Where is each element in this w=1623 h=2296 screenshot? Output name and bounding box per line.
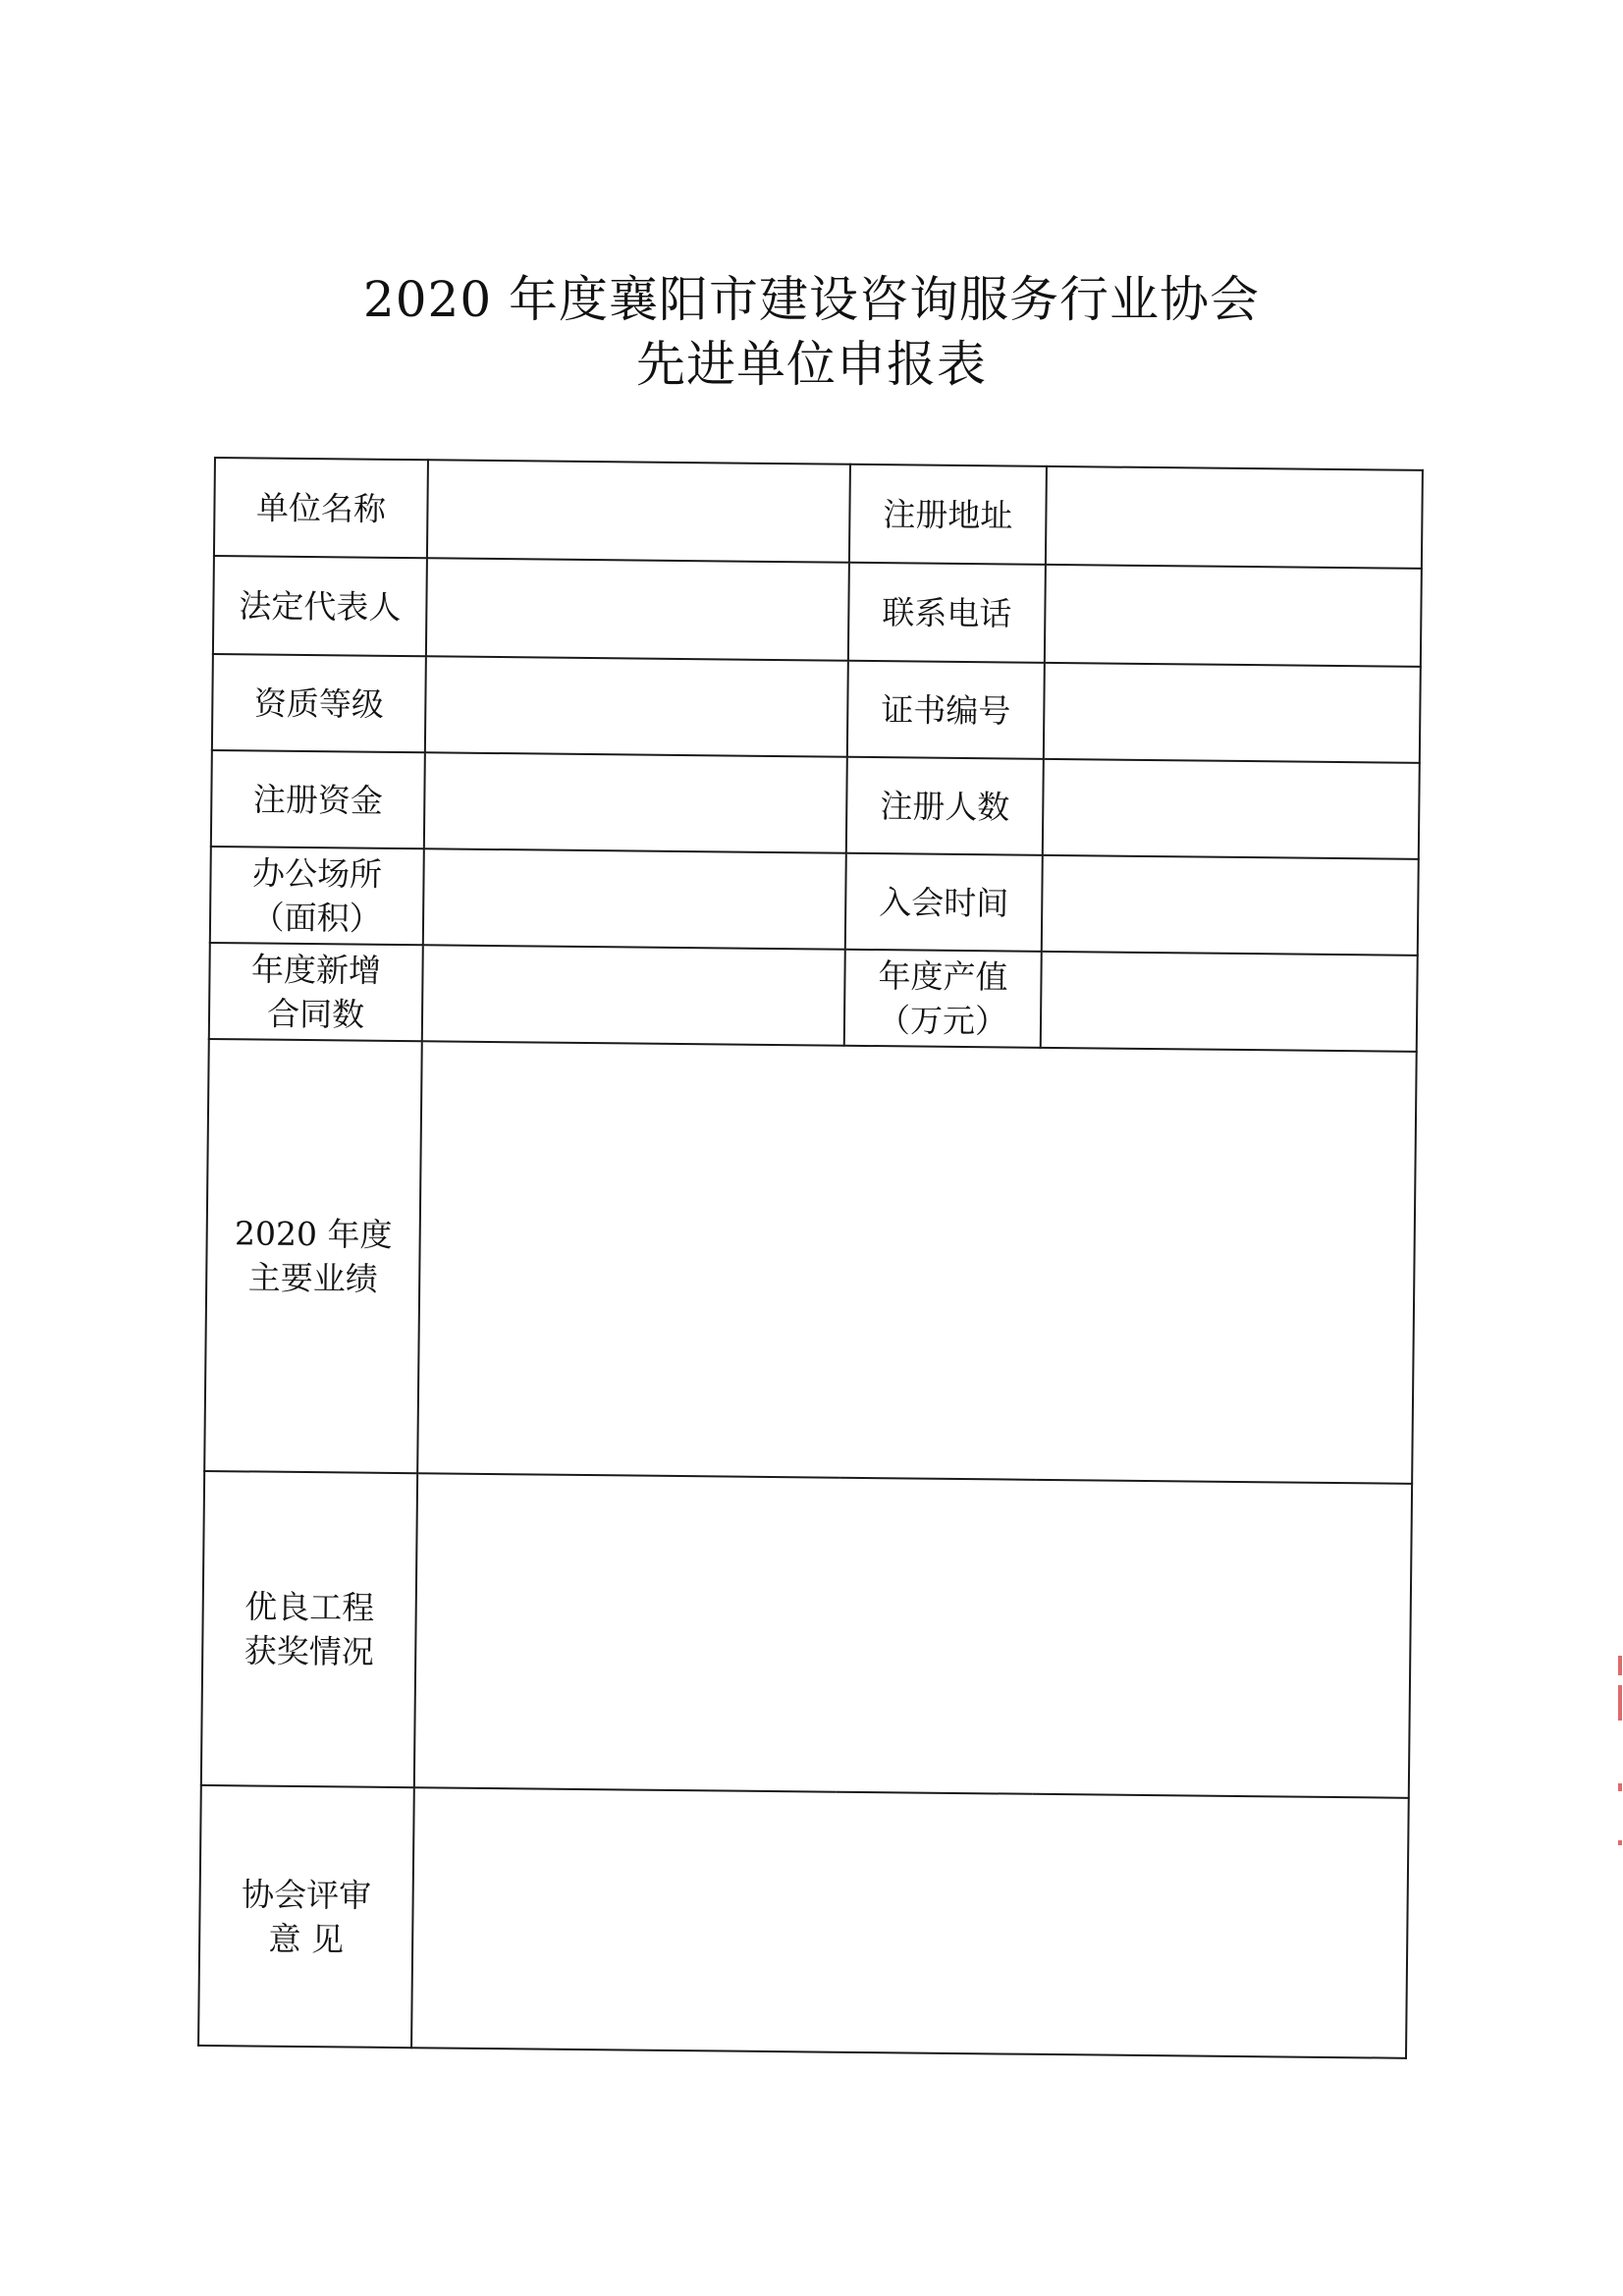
label-unit-name: 单位名称 — [214, 458, 428, 558]
label-registered-address: 注册地址 — [849, 465, 1047, 565]
field-membership-date[interactable] — [1042, 855, 1419, 956]
form-row-performance — [204, 1039, 1417, 1484]
field-registered-address[interactable] — [1046, 466, 1423, 569]
label-registered-capital: 注册资金 — [211, 750, 425, 848]
label-office-premises: 办公场所 （面积） — [210, 847, 424, 945]
form-row-office — [210, 847, 1419, 956]
form-title — [0, 267, 1623, 397]
form-row-unit-name — [214, 458, 1423, 569]
field-main-performance[interactable] — [417, 1041, 1417, 1484]
seal-edge-mark — [1618, 1840, 1622, 1845]
label-association-review: 协会评审 意 见 — [198, 1785, 414, 2048]
field-registered-staff[interactable] — [1043, 759, 1420, 859]
form-row-awards — [201, 1471, 1412, 1798]
field-annual-output[interactable] — [1041, 952, 1418, 1052]
label-membership-date: 入会时间 — [845, 853, 1043, 952]
label-certificate-number: 证书编号 — [847, 661, 1045, 759]
field-association-review[interactable] — [411, 1787, 1409, 2058]
field-registered-capital[interactable] — [424, 752, 847, 852]
form-row-review — [198, 1785, 1409, 2058]
label-main-performance: 2020 年度 主要业绩 — [204, 1039, 422, 1473]
label-annual-output: 年度产值 （万元） — [844, 950, 1042, 1048]
label-registered-staff: 注册人数 — [846, 757, 1044, 855]
field-new-contracts[interactable] — [422, 945, 845, 1045]
field-unit-name[interactable] — [427, 460, 850, 562]
application-form-table — [197, 457, 1424, 2059]
form-row-qualification — [212, 654, 1421, 763]
field-project-awards[interactable] — [414, 1473, 1412, 1798]
title-line-1: 2020 年度襄阳市建设咨询服务行业协会 — [362, 271, 1261, 328]
label-legal-representative: 法定代表人 — [213, 556, 427, 656]
field-certificate-number[interactable] — [1044, 663, 1421, 763]
form-row-contracts — [209, 943, 1418, 1052]
form-row-legal-rep — [213, 556, 1422, 667]
label-contact-phone: 联系电话 — [848, 563, 1046, 663]
seal-edge-mark — [1618, 1685, 1622, 1721]
field-office-premises[interactable] — [423, 848, 846, 949]
field-qualification-level[interactable] — [425, 656, 848, 756]
label-new-contracts: 年度新增 合同数 — [209, 943, 423, 1041]
seal-edge-mark — [1618, 1783, 1622, 1791]
label-project-awards: 优良工程 获奖情况 — [201, 1471, 417, 1787]
title-line-2: 先进单位申报表 — [636, 336, 987, 393]
seal-edge-mark — [1618, 1656, 1622, 1675]
label-qualification-level: 资质等级 — [212, 654, 426, 752]
field-legal-representative[interactable] — [426, 558, 849, 660]
form-row-capital — [211, 750, 1420, 859]
field-contact-phone[interactable] — [1045, 565, 1422, 667]
